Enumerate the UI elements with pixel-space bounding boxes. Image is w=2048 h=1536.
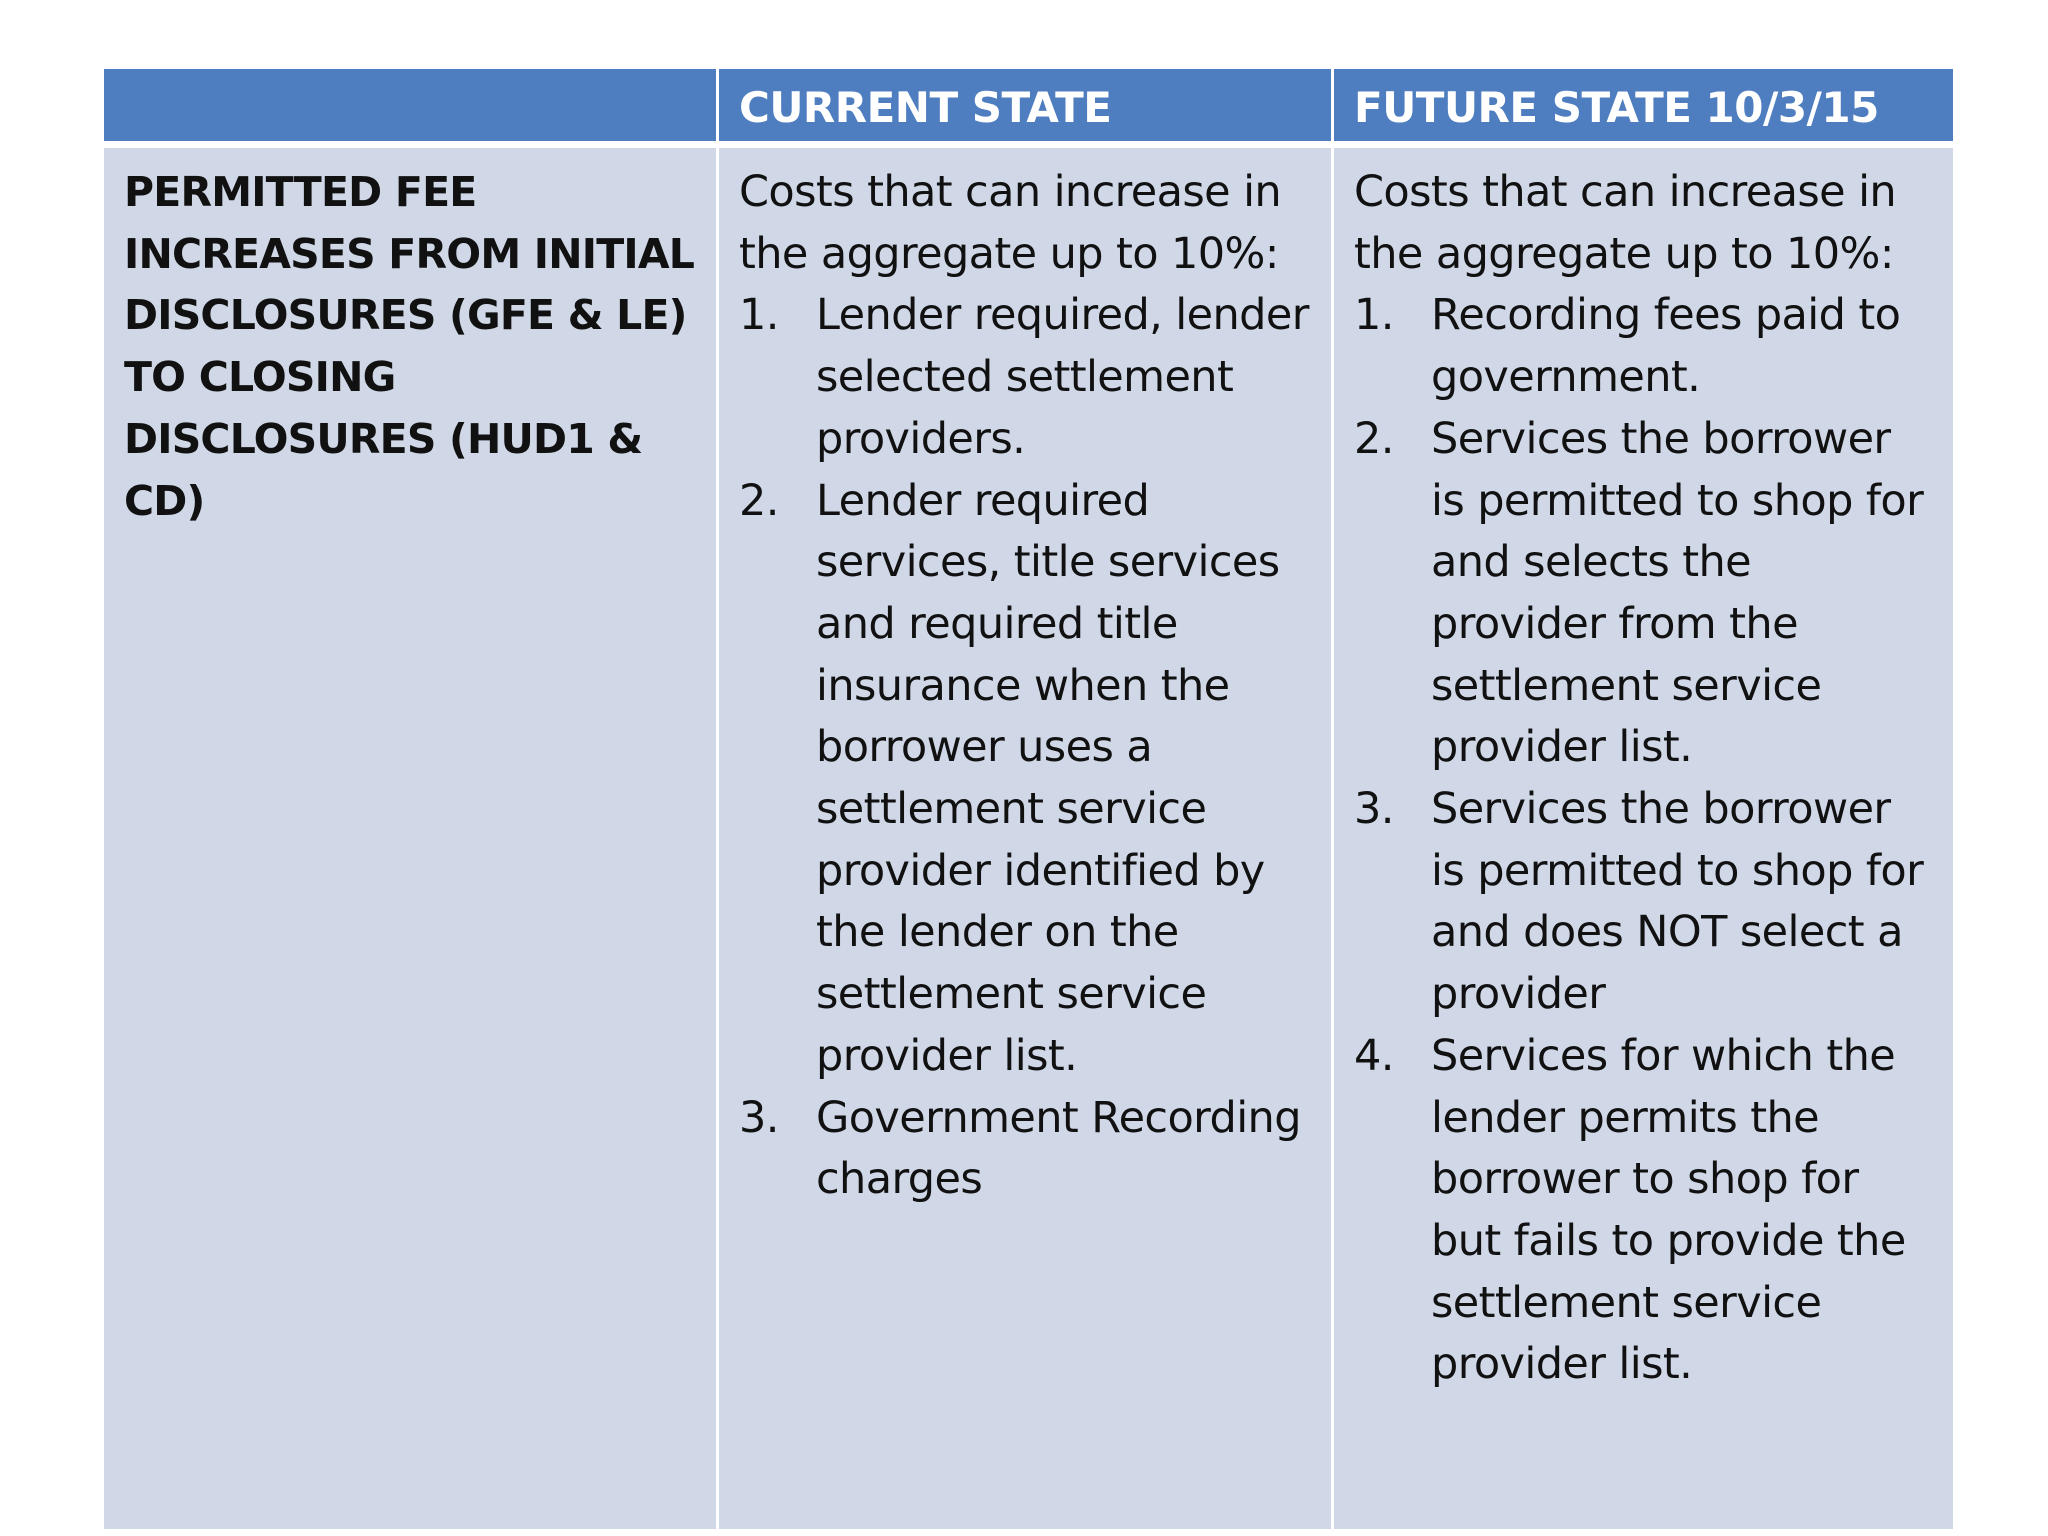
list-item-number: 3.: [739, 1092, 779, 1143]
list-item: [1354, 409, 1933, 779]
list-item: [1354, 285, 1933, 408]
list-item: [739, 285, 1311, 470]
header-current-state: CURRENT STATE: [719, 69, 1334, 148]
future-state-intro: Costs that can increase in the aggregate up to 10%:: [1354, 167, 1897, 279]
list-item-number: 4.: [1354, 1030, 1394, 1081]
list-item-text: Recording fees paid to government.: [1431, 290, 1901, 403]
list-item-number: 1.: [1354, 290, 1394, 341]
header-future-state: FUTURE STATE 10/3/15: [1334, 69, 1953, 148]
list-item-text: Services the borrower is permitted to shop for and selects the provider from the settlement service provider list.: [1431, 413, 1924, 773]
row-label-cell: [104, 148, 719, 1529]
list-item-number: 3.: [1354, 784, 1394, 835]
header-cell-empty: [104, 69, 719, 148]
current-state-cell: [719, 148, 1334, 1529]
comparison-table: [104, 69, 1953, 1529]
current-state-list: [739, 285, 1311, 1211]
current-state-intro: Costs that can increase in the aggregate up to 10%:: [739, 167, 1282, 279]
list-item-text: Government Recording charges: [816, 1092, 1301, 1205]
future-state-cell: [1334, 148, 1953, 1529]
row-label: PERMITTED FEE INCREASES FROM INITIAL DISCLOSURES (GFE & LE) TO CLOSING DISCLOSURES (HUD1 & CD): [124, 168, 695, 525]
future-state-list: [1354, 285, 1933, 1396]
list-item: [1354, 779, 1933, 1026]
list-item-number: 1.: [739, 290, 779, 341]
list-item: [1354, 1026, 1933, 1396]
list-item-text: Services for which the lender permits the borrower to shop for but fails to provide the settlement service provider list.: [1431, 1030, 1906, 1390]
list-item-number: 2.: [1354, 413, 1394, 464]
list-item: [739, 471, 1311, 1088]
list-item-number: 2.: [739, 475, 779, 526]
list-item-text: Lender required, lender selected settlement providers.: [816, 290, 1309, 464]
list-item-text: Services the borrower is permitted to shop for and does NOT select a provider: [1431, 784, 1924, 1020]
list-item: [739, 1088, 1311, 1211]
list-item-text: Lender required services, title services and required title insurance when the borrower uses a settlement service provider identified by the lender on the settlement service provider list.: [816, 475, 1280, 1081]
